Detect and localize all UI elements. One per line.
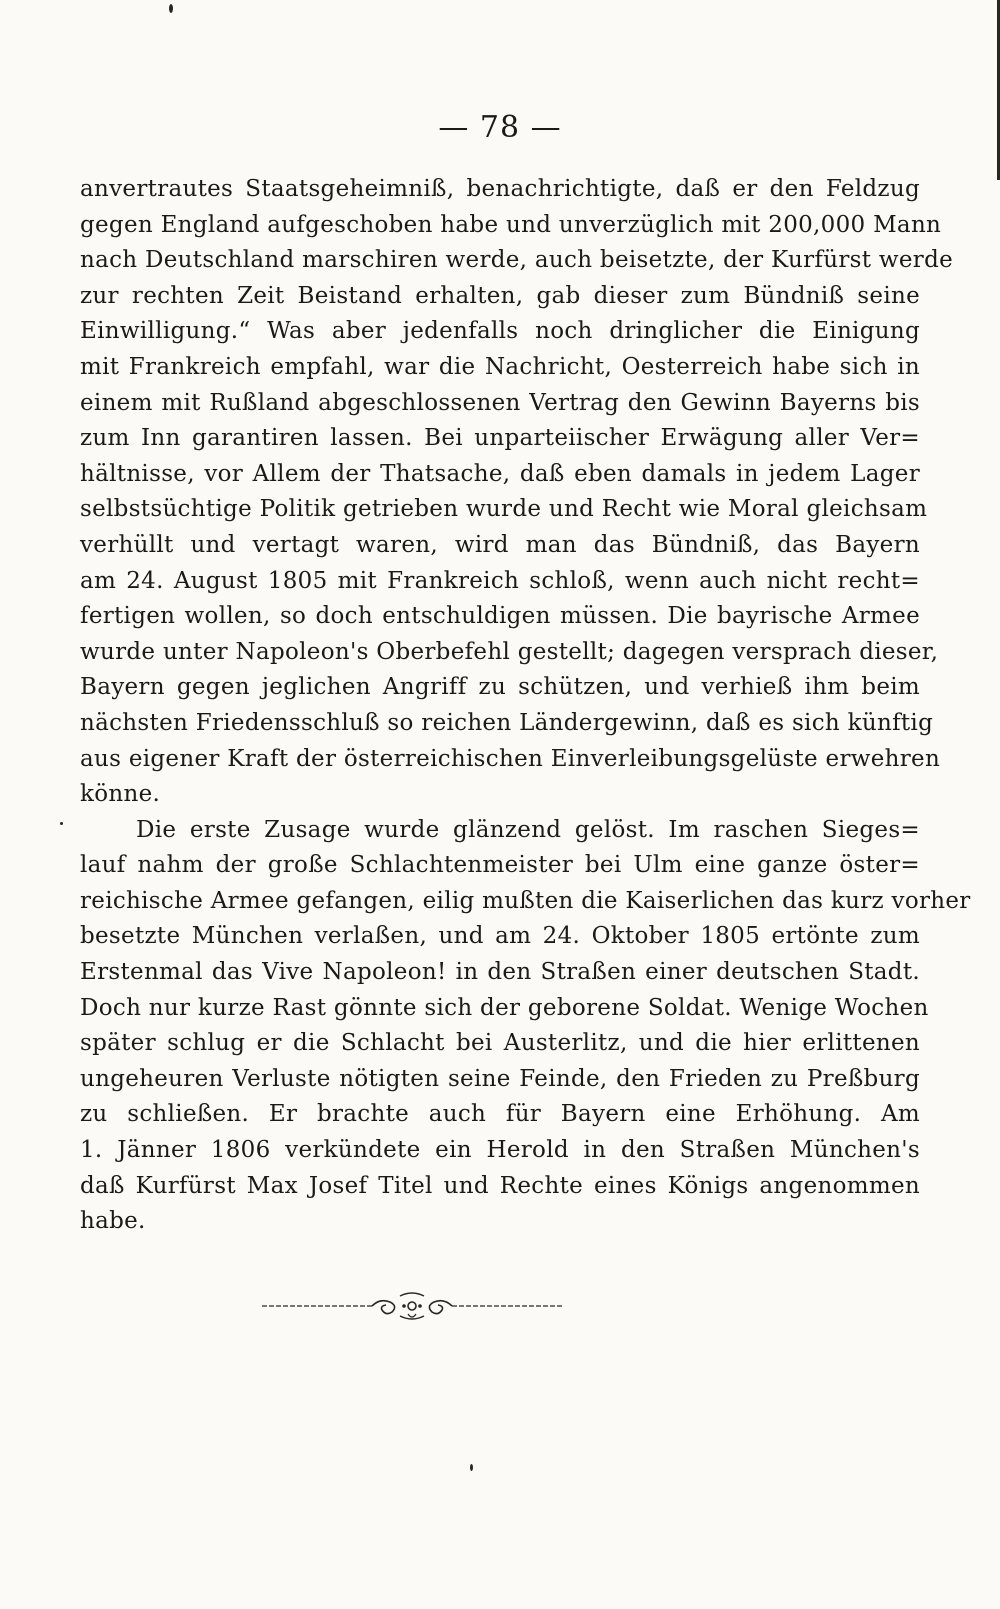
text-line: verhüllt und vertagt waren, wird man das Bündniß, das Bayern: [80, 531, 920, 558]
text-line: ungeheuren Verluste nötigten seine Feinde, den Frieden zu Preßburg: [80, 1065, 920, 1092]
paragraph-2: [80, 813, 971, 1240]
text-line: zu schließen. Er brachte auch für Bayern eine Erhöhung. Am: [80, 1101, 920, 1128]
text-line: Doch nur kurze Rast gönnte sich der geborene Soldat. Wenige Wochen: [80, 994, 929, 1021]
text-line: nächsten Friedensschluß so reichen Ländergewinn, daß es sich künftig: [80, 709, 934, 736]
text-line: hältnisse, vor Allem der Thatsache, daß eben damals in jedem Lager: [80, 460, 920, 487]
text-line: fertigen wollen, so doch entschuldigen müssen. Die bayrische Armee: [80, 603, 920, 630]
paragraph-1: [80, 172, 954, 813]
text-line: Die erste Zusage wurde glänzend gelöst. Im raschen Sieges=: [136, 816, 920, 843]
ink-speck: [60, 822, 63, 825]
text-line: Bayern gegen jeglichen Angriff zu schützen, und verhieß ihm beim: [80, 674, 920, 701]
text-line: 1. Jänner 1806 verkündete ein Herold in den Straßen München's: [80, 1137, 920, 1164]
ornament-divider-icon: [262, 1288, 562, 1324]
text-line: zum Inn garantiren lassen. Bei unparteiischer Erwägung aller Ver=: [80, 425, 920, 452]
text-line: habe.: [80, 1208, 146, 1235]
text-line: aus eigener Kraft der österreichischen Einverleibungsgelüste erwehren: [80, 745, 941, 772]
text-line: reichische Armee gefangen, eilig mußten die Kaiserlichen das kurz vorher: [80, 887, 971, 914]
text-line: einem mit Rußland abgeschlossenen Vertrag den Gewinn Bayerns bis: [80, 389, 920, 416]
text-line: am 24. August 1805 mit Frankreich schloß, wenn auch nicht recht=: [80, 567, 920, 594]
text-line: wurde unter Napoleon's Oberbefehl gestellt; dagegen versprach dieser,: [80, 638, 939, 665]
body-text: [80, 172, 971, 1240]
page-number: — 78 —: [438, 110, 562, 145]
ink-speck: [169, 4, 173, 13]
text-line: zur rechten Zeit Beistand erhalten, gab dieser zum Bündniß seine: [80, 282, 920, 309]
text-line: gegen England aufgeschoben habe und unverzüglich mit 200,000 Mann: [80, 211, 942, 238]
text-line: selbstsüchtige Politik getrieben wurde und Recht wie Moral gleichsam: [80, 496, 928, 523]
text-line: nach Deutschland marschiren werde, auch beisetzte, der Kurfürst werde: [80, 247, 954, 274]
text-line: könne.: [80, 781, 161, 808]
text-line: Erstenmal das Vive Napoleon! in den Straßen einer deutschen Stadt.: [80, 959, 920, 986]
ink-speck: [470, 1464, 473, 1471]
text-line: später schlug er die Schlacht bei Austerlitz, und die hier erlittenen: [80, 1030, 920, 1057]
text-line: mit Frankreich empfahl, war die Nachricht, Oesterreich habe sich in: [80, 353, 920, 380]
text-line: Einwilligung.“ Was aber jedenfalls noch dringlicher die Einigung: [80, 318, 920, 345]
text-line: daß Kurfürst Max Josef Titel und Rechte eines Königs angenommen: [80, 1172, 920, 1199]
text-line: anvertrautes Staatsgeheimniß, benachrichtigte, daß er den Feldzug: [80, 176, 920, 202]
text-line: besetzte München verlaßen, und am 24. Oktober 1805 ertönte zum: [80, 923, 920, 950]
text-line: lauf nahm der große Schlachtenmeister bei Ulm eine ganze öster=: [80, 852, 920, 879]
